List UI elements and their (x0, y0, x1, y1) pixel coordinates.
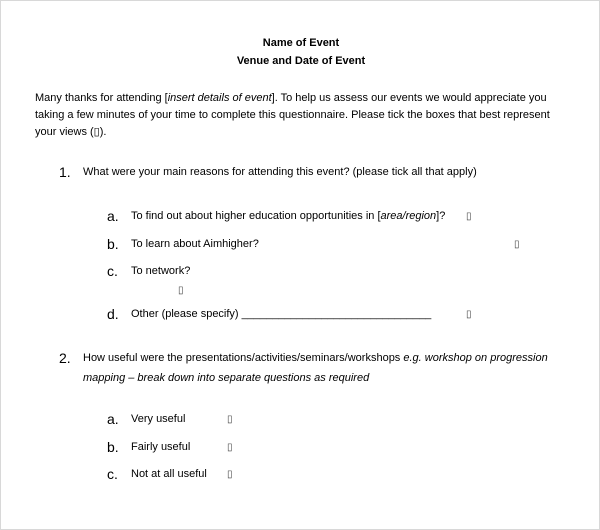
question-text: How useful were the presentations/activities/seminars/workshops (83, 352, 404, 364)
intro-text: ]. To help us assess our events we would appreciate you (271, 92, 547, 104)
q1-option-b-label: To learn about Aimhigher? (131, 238, 259, 250)
q2-option-b-checkbox[interactable]: ▯ (227, 442, 233, 453)
intro-text: Many thanks for attending [ (35, 92, 168, 104)
q1-option-c-letter: c. (107, 263, 118, 279)
q1-option-a-label (131, 210, 445, 222)
q2-option-c-letter: c. (107, 466, 118, 482)
question-example: e.g. workshop on progression (403, 352, 548, 364)
q2-option-a-letter: a. (107, 411, 119, 427)
q2-option-c-label: Not at all useful (131, 468, 207, 480)
question-1-text: What were your main reasons for attending this event? (please tick all that apply) (83, 166, 477, 178)
question-1-number: 1. (59, 164, 71, 180)
intro-placeholder: insert details of event (167, 92, 272, 104)
q2-option-a-checkbox[interactable]: ▯ (227, 414, 233, 425)
intro-line-1 (35, 90, 547, 107)
option-placeholder: area/region (380, 210, 437, 222)
q1-option-d-label: Other (please specify) _______________________________ (131, 308, 432, 320)
q1-option-b-checkbox[interactable]: ▯ (514, 239, 520, 250)
q1-option-a-letter: a. (107, 208, 119, 224)
event-title: Name of Event (262, 37, 340, 49)
intro-line-3: your views (▯). (35, 126, 107, 138)
q1-option-b-letter: b. (107, 236, 119, 252)
q2-option-c-checkbox[interactable]: ▯ (227, 469, 233, 480)
q1-option-a-checkbox[interactable]: ▯ (466, 211, 472, 222)
question-2-text-line-2: mapping – break down into separate questions as required (83, 372, 370, 384)
q1-option-d-checkbox[interactable]: ▯ (466, 309, 472, 320)
option-text: To find out about higher education opportunities in [ (131, 210, 381, 222)
q1-option-c-checkbox[interactable]: ▯ (178, 285, 184, 296)
intro-line-2: taking a few minutes of your time to complete this questionnaire. Please tick the boxes that best represent (35, 109, 550, 121)
question-2-text-line-1 (83, 352, 548, 364)
q2-option-b-letter: b. (107, 439, 119, 455)
q2-option-a-label: Very useful (131, 413, 186, 425)
q1-option-d-letter: d. (107, 306, 119, 322)
q2-option-b-label: Fairly useful (131, 441, 191, 453)
q1-option-c-label: To network? (131, 265, 191, 277)
event-venue-date: Venue and Date of Event (236, 55, 366, 67)
question-2-number: 2. (59, 350, 71, 366)
option-text: ]? (436, 210, 446, 222)
